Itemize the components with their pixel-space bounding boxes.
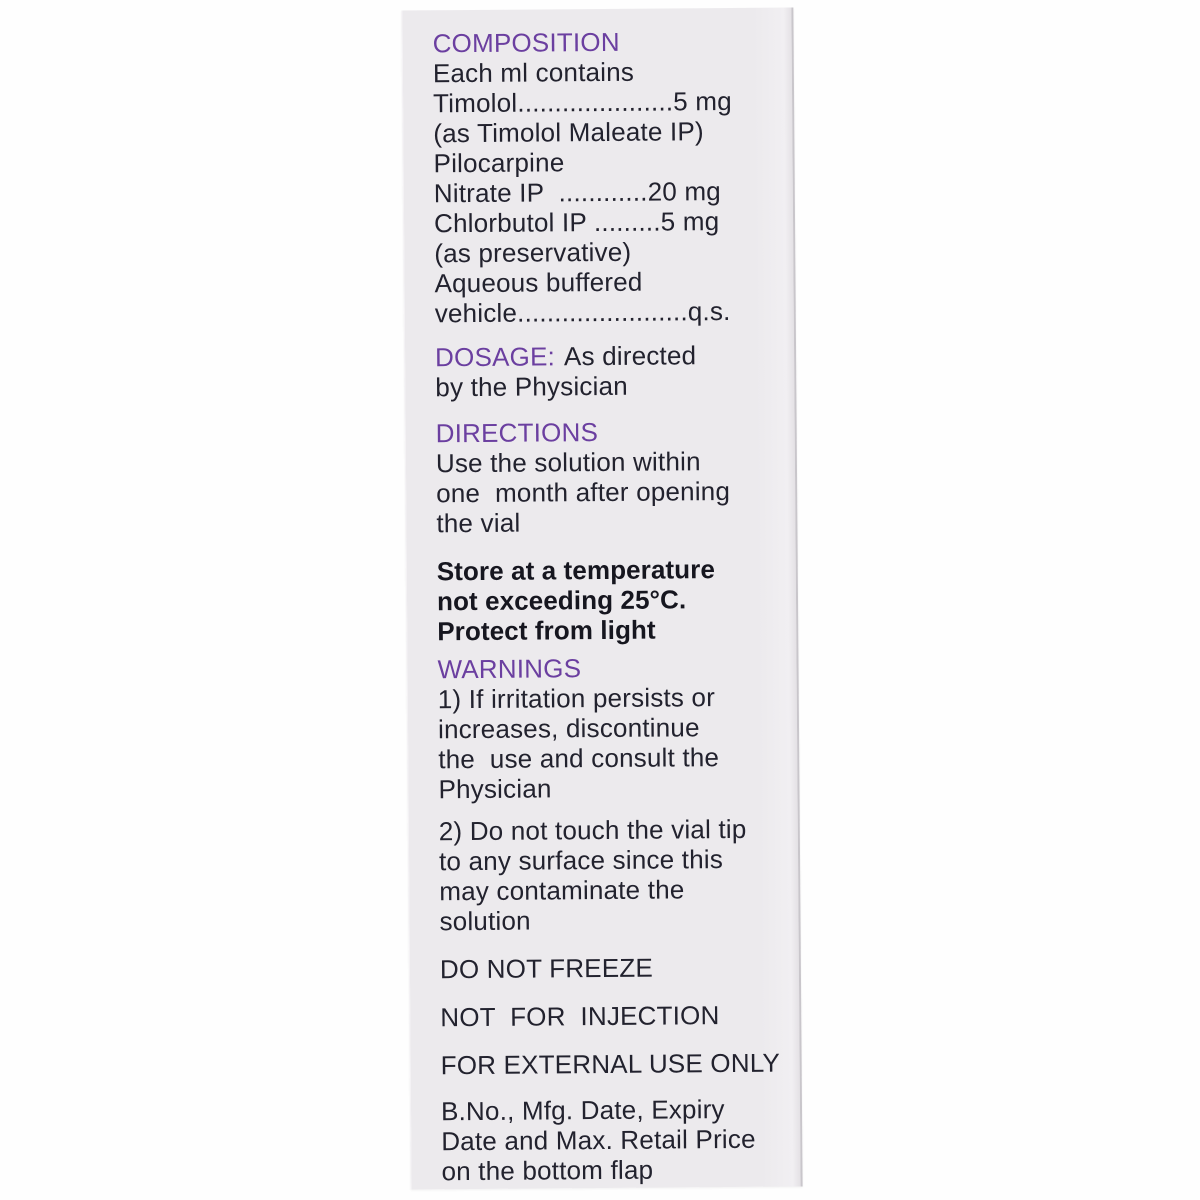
text-line: Physician [438, 773, 552, 805]
medicine-box-panel [401, 7, 802, 1189]
composition-heading: COMPOSITION [432, 26, 620, 59]
text-line: 2) Do not touch the vial tip [438, 813, 747, 847]
text-line: Aqueous buffered [434, 266, 643, 299]
batch-info-note [441, 1094, 783, 1187]
text-line: FOR EXTERNAL USE ONLY [440, 1047, 781, 1081]
text-line: 1) If irritation persists or [437, 682, 716, 715]
text-line: Pilocarpine [433, 147, 565, 179]
text-line: (as preservative) [434, 236, 632, 269]
text-line [435, 340, 776, 373]
text-line: may contaminate the [439, 874, 685, 907]
text-line: the use and consult the [438, 742, 720, 775]
warning-item-2 [439, 814, 781, 937]
warnings-section [437, 652, 780, 937]
panel-text [433, 26, 783, 1187]
text-line: NOT FOR INJECTION [440, 1000, 720, 1033]
notice-do-not-freeze [440, 952, 781, 985]
text-line: (as Timolol Maleate IP) [433, 116, 704, 149]
dosage-heading: DOSAGE: [434, 341, 556, 373]
text-line: increases, discontinue [437, 712, 700, 745]
dosage-text: As directed [563, 340, 697, 372]
directions-section [436, 416, 778, 539]
text-line: Timolol.....................5 mg [432, 85, 732, 119]
text-line: on the bottom flap [441, 1154, 654, 1187]
warnings-heading: WARNINGS [437, 653, 582, 685]
composition-section [433, 26, 776, 329]
storage-instructions [437, 554, 779, 647]
text-line: DO NOT FREEZE [439, 952, 654, 985]
text-line: the vial [436, 507, 521, 539]
notice-external-use-only [441, 1048, 782, 1081]
notice-not-for-injection [440, 1000, 781, 1033]
directions-heading: DIRECTIONS [435, 417, 599, 449]
text-line: one month after opening [436, 475, 731, 509]
text-line: Date and Max. Retail Price [441, 1123, 756, 1157]
text-line: Use the solution within [435, 446, 701, 479]
text-line: Chlorbutol IP .........5 mg [433, 206, 720, 239]
text-line: vehicle.......................q.s. [434, 295, 731, 329]
text-line: Protect from light [437, 614, 656, 647]
text-line: Store at a temperature [436, 554, 716, 587]
dosage-section [435, 340, 776, 403]
warning-item-1 [438, 682, 780, 805]
text-line: to any surface since this [438, 844, 724, 877]
text-line: not exceeding 25°C. [436, 584, 687, 617]
text-line: Each ml contains [432, 56, 635, 89]
text-line: Nitrate IP ............20 mg [433, 176, 722, 209]
text-line: solution [439, 905, 531, 937]
text-line: by the Physician [435, 370, 628, 403]
text-line: B.No., Mfg. Date, Expiry [440, 1094, 725, 1127]
